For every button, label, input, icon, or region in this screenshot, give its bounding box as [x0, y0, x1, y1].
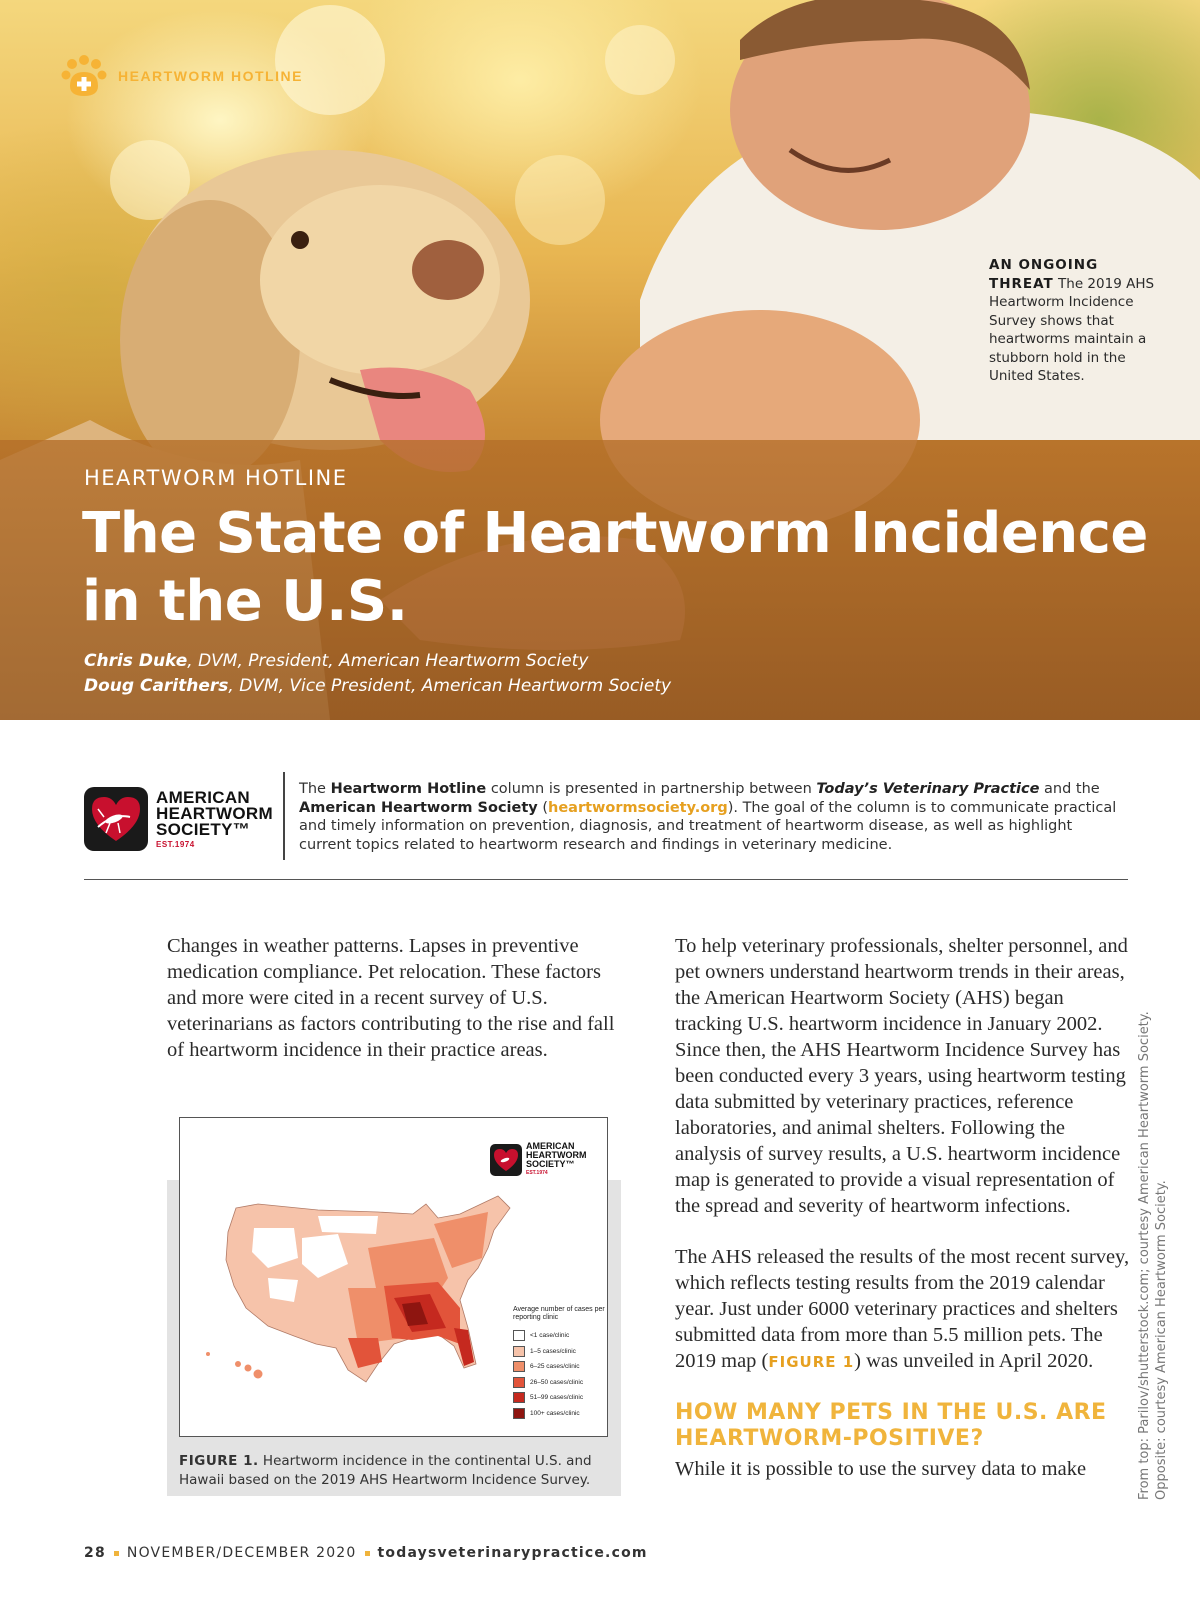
separator-square-icon	[114, 1551, 119, 1556]
legend-swatch	[513, 1346, 525, 1357]
right-column	[675, 933, 1135, 1482]
figure-logo-text	[526, 1142, 587, 1178]
photo-credit	[1136, 1011, 1170, 1500]
intro-paragraph: Changes in weather patterns. Lapses in preventive medication compliance. Pet relocation. These factors and more were cited in a recent survey of U.S. veterinarians as factors contributing to the rise and fall of heartworm incidence in their practice areas.	[167, 935, 615, 1061]
partnership-box	[84, 770, 1128, 880]
society-name: American Heartworm Society	[299, 799, 538, 816]
column-name: Heartworm Hotline	[330, 781, 487, 797]
legend-item	[513, 1375, 608, 1391]
logo-line: SOCIETY™	[526, 1159, 575, 1169]
heartworm-map-figure	[179, 1117, 608, 1437]
figure-caption-label: FIGURE 1.	[179, 1453, 259, 1469]
ahs-logo	[84, 784, 274, 854]
partnership-text	[299, 780, 1129, 854]
photo-caption	[989, 256, 1159, 386]
legend-swatch	[513, 1330, 525, 1341]
separator-square-icon	[365, 1551, 370, 1556]
legend-swatch	[513, 1377, 525, 1388]
credit-line: Opposite: courtesy American Heartworm Society.	[1154, 1180, 1169, 1500]
legend-label: 51–99 cases/clinic	[530, 1394, 584, 1402]
website-link[interactable]: todaysveterinarypractice.com	[377, 1545, 648, 1561]
logo-line: SOCIETY™	[156, 819, 251, 839]
logo-line: HEARTWORM	[526, 1150, 587, 1160]
legend-label: 100+ cases/clinic	[530, 1409, 580, 1417]
text-run: (	[537, 799, 549, 816]
legend-title: Average number of cases per reporting clinic	[513, 1306, 605, 1321]
text-run: and the	[1039, 781, 1100, 797]
author-name: Doug Carithers	[84, 676, 229, 696]
photo-caption-lead: AN ONGOING THREAT	[989, 257, 1099, 292]
text-run: ) was unveiled in April 2020.	[854, 1350, 1094, 1372]
map-legend	[513, 1306, 608, 1421]
legend-label: 26–50 cases/clinic	[530, 1378, 584, 1386]
page-footer	[84, 1545, 648, 1561]
legend-item	[513, 1390, 608, 1406]
divider	[283, 772, 285, 860]
credit-line: From top: Parilov/shutterstock.com; courtesy American Heartworm Society.	[1137, 1011, 1152, 1500]
figure-caption	[179, 1452, 619, 1490]
legend-swatch	[513, 1408, 525, 1419]
legend-item	[513, 1344, 608, 1360]
author-name: Chris Duke	[84, 651, 188, 671]
author-role: , DVM, Vice President, American Heartworm Society	[228, 676, 672, 696]
body-paragraph	[675, 1244, 1135, 1375]
us-incidence-map	[198, 1168, 518, 1418]
text-run: ). The goal of the column is to communicate practical and timely information on prevention, diagnosis, and treatment of heartworm disease, as well as highlight current topics related to heartworm research and findings in veterinary medicine.	[299, 799, 1117, 853]
legend-swatch	[513, 1392, 525, 1403]
logo-line: AMERICAN	[156, 787, 251, 807]
text-run: The AHS released the results of the most recent survey, which reflects testing results from the 2019 calendar year. Just under 6000 veterinary practices and shelters submitted data from more than 5.5 million pets. The 2019 map (	[675, 1246, 1130, 1372]
body-paragraph: To help veterinary professionals, shelter personnel, and pet owners understand heartworm trends in their areas, the American Heartworm Society (AHS) began tracking U.S. heartworm incidence in January 2002. Since then, the AHS Heartworm Incidence Survey has been conducted every 3 years, using heartworm testing data submitted by veterinary practices, reference laboratories, and animal shelters. Following the analysis of survey results, a U.S. heartworm incidence map is generated to provide a visual representation of the spread and severity of heartworm infections.	[675, 935, 1128, 1217]
figure-caption-text: Heartworm incidence in the continental U.S. and Hawaii based on the 2019 AHS Heartworm Incidence Survey.	[179, 1453, 592, 1488]
logo-est: EST.1974	[156, 839, 195, 849]
legend-label: 1–5 cases/clinic	[530, 1347, 576, 1355]
ahs-logo-text	[156, 787, 273, 849]
hero-photo	[0, 0, 1200, 720]
heart-mosquito-icon	[84, 787, 148, 851]
section-subhead: HOW MANY PETS IN THE U.S. ARE HEARTWORM-POSITIVE?	[675, 1400, 1107, 1451]
article-title: The State of Heartworm Incidence in the U.S.	[82, 501, 1148, 634]
section-kicker	[60, 52, 303, 100]
legend-swatch	[513, 1361, 525, 1372]
article-kicker: HEARTWORM HOTLINE	[84, 466, 348, 490]
author-role: , DVM, President, American Heartworm Society	[187, 651, 589, 671]
page-number: 28	[84, 1545, 106, 1561]
text-run: column is presented in partnership between	[486, 781, 817, 797]
logo-line: AMERICAN	[526, 1141, 575, 1151]
issue-date: NOVEMBER/DECEMBER 2020	[126, 1545, 357, 1561]
logo-est: EST.1974	[526, 1170, 548, 1176]
legend-label: 6–25 cases/clinic	[530, 1363, 580, 1371]
legend-label: <1 case/clinic	[530, 1332, 570, 1340]
legend-item	[513, 1406, 608, 1422]
society-link[interactable]: heartwormsociety.org	[548, 799, 728, 816]
kicker-top-text: HEARTWORM HOTLINE	[118, 68, 303, 84]
text-run: The	[299, 781, 331, 797]
author-byline	[84, 651, 588, 671]
author-byline	[84, 676, 671, 696]
legend-item	[513, 1359, 608, 1375]
photo-caption-text: The 2019 AHS Heartworm Incidence Survey shows that heartworms maintain a stubborn hold in the United States.	[989, 275, 1155, 384]
figure-reference-link[interactable]: FIGURE 1	[768, 1353, 855, 1371]
paw-cross-icon	[60, 52, 108, 100]
legend-item	[513, 1328, 608, 1344]
logo-line: HEARTWORM	[156, 803, 273, 823]
magazine-name: Today’s Veterinary Practice	[816, 781, 1040, 797]
body-paragraph: While it is possible to use the survey data to make	[675, 1458, 1087, 1480]
